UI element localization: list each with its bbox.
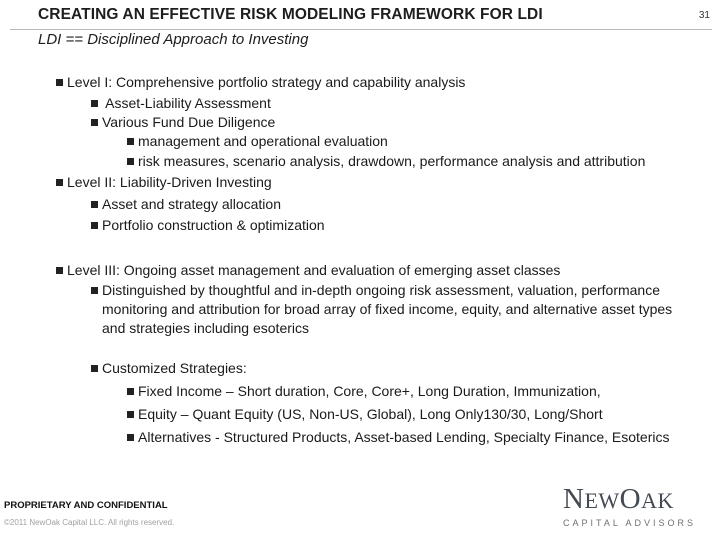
- list-item: Equity – Quant Equity (US, Non-US, Global), Long Only130/30, Long/Short: [127, 405, 603, 424]
- list-item: Level II: Liability-Driven Investing: [56, 173, 272, 192]
- list-item: Asset-Liability Assessment: [91, 94, 271, 113]
- title-divider: [10, 29, 712, 30]
- square-bullet-icon: [91, 119, 98, 126]
- square-bullet-icon: [127, 411, 134, 418]
- list-item: Level III: Ongoing asset management and evaluation of emerging asset classes: [56, 261, 560, 280]
- square-bullet-icon: [127, 434, 134, 441]
- square-bullet-icon: [91, 222, 98, 229]
- list-item: Asset and strategy allocation: [91, 195, 281, 214]
- square-bullet-icon: [127, 388, 134, 395]
- page-number: 31: [698, 10, 710, 21]
- list-item: management and operational evaluation: [127, 132, 388, 151]
- square-bullet-icon: [91, 100, 98, 107]
- newoak-logo: [563, 483, 697, 528]
- square-bullet-icon: [56, 267, 63, 274]
- list-item: Alternatives - Structured Products, Asset-based Lending, Specialty Finance, Esoterics: [127, 428, 670, 447]
- confidentiality-label: PROPRIETARY AND CONFIDENTIAL: [4, 500, 168, 511]
- logo-wordmark: NEWOAK: [563, 483, 674, 515]
- square-bullet-icon: [127, 158, 134, 165]
- square-bullet-icon: [56, 79, 63, 86]
- logo-tagline: CAPITAL ADVISORS: [563, 518, 697, 528]
- slide-subtitle: LDI == Disciplined Approach to Investing: [38, 31, 309, 48]
- list-item: Distinguished by thoughtful and in-depth ongoing risk assessment, valuation, performance monitoring and attribution for broad array of fixed income, equity, and alternative asset types and strategies including esoterics: [91, 281, 692, 338]
- list-item: risk measures, scenario analysis, drawdown, performance analysis and attribution: [127, 152, 645, 171]
- square-bullet-icon: [127, 138, 134, 145]
- list-item: Various Fund Due Diligence: [91, 113, 275, 132]
- copyright-notice: ©2011 NewOak Capital LLC. All rights reserved.: [4, 518, 175, 527]
- square-bullet-icon: [91, 287, 98, 294]
- square-bullet-icon: [91, 365, 98, 372]
- list-item: Customized Strategies:: [91, 359, 247, 378]
- list-item: Portfolio construction & optimization: [91, 216, 325, 235]
- list-item: Fixed Income – Short duration, Core, Core+, Long Duration, Immunization,: [127, 382, 601, 401]
- square-bullet-icon: [91, 201, 98, 208]
- list-item: Level I: Comprehensive portfolio strategy and capability analysis: [56, 73, 465, 92]
- square-bullet-icon: [56, 179, 63, 186]
- slide-title: CREATING AN EFFECTIVE RISK MODELING FRAMEWORK FOR LDI: [38, 6, 543, 23]
